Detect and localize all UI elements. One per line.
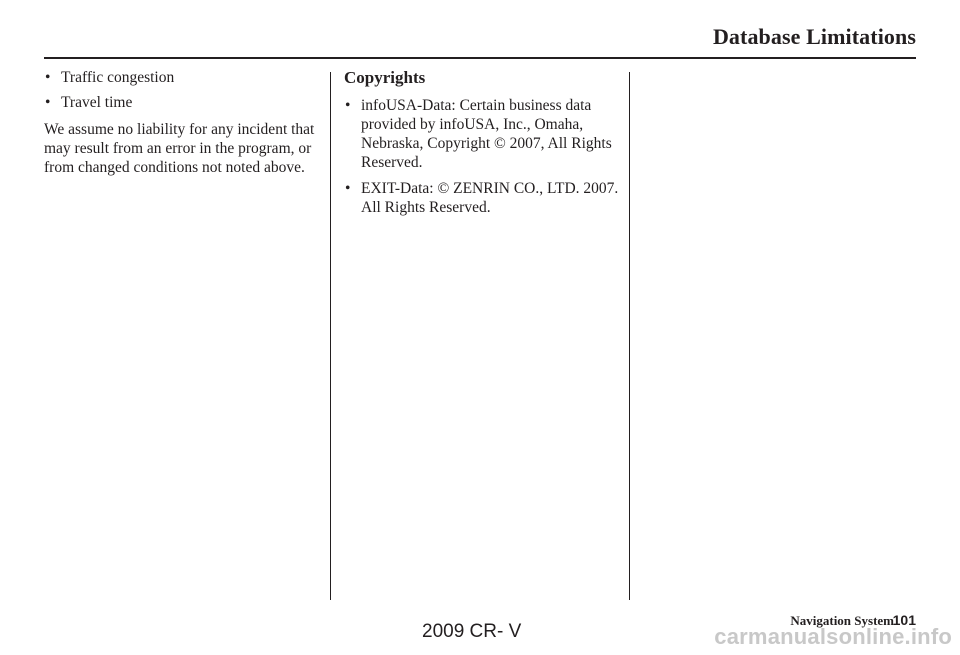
bullet-icon: • <box>345 97 351 114</box>
header-rule <box>44 57 916 59</box>
bullet-icon: • <box>45 69 51 86</box>
liability-paragraph: We assume no liability for any incident that may result from an error in the program, or from changed conditions not noted above. <box>44 121 315 176</box>
bullet-icon: • <box>45 94 51 111</box>
middle-column <box>344 68 624 224</box>
list-item <box>44 93 324 112</box>
list-item-text: EXIT-Data: © ZENRIN CO., LTD. 2007. All Rights Reserved. <box>361 180 619 216</box>
left-column <box>44 68 324 177</box>
column-divider-left <box>330 72 331 600</box>
watermark-text: carmanualsonline.info <box>714 624 952 649</box>
list-item-text: Travel time <box>61 94 133 111</box>
column-divider-right <box>629 72 630 600</box>
footer-section-name: Navigation System <box>790 613 894 628</box>
bullet-icon: • <box>345 180 351 197</box>
page-title: Database Limitations <box>712 24 916 49</box>
copyright-bullet-list <box>344 96 624 217</box>
list-item <box>344 179 624 217</box>
list-item <box>344 96 624 172</box>
section-heading: Copyrights <box>344 68 426 87</box>
list-item-text: Traffic congestion <box>61 69 175 86</box>
page-number: 101 <box>892 612 916 628</box>
model-label: 2009 CR- V <box>422 621 522 642</box>
left-bullet-list <box>44 68 324 112</box>
list-item <box>44 68 324 87</box>
list-item-text: infoUSA-Data: Certain business data provided by infoUSA, Inc., Omaha, Nebraska, Copyright © 2007, All Rights Reserved. <box>361 97 612 171</box>
